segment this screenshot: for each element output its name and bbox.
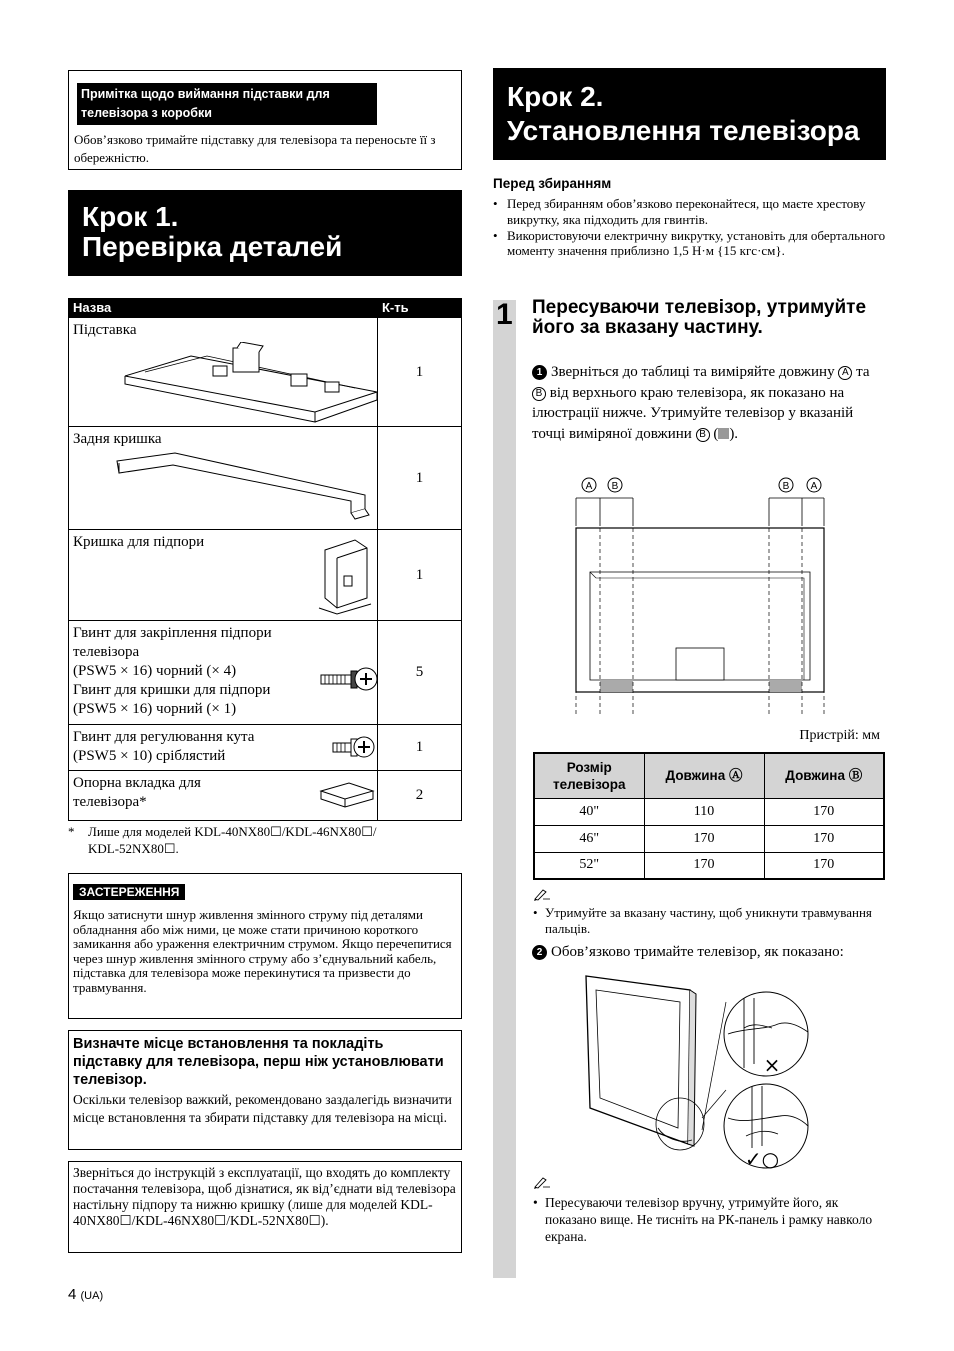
before-title: Перед збиранням [493, 176, 612, 191]
memo2-list [533, 1194, 885, 1245]
label-a: A [810, 481, 818, 492]
note-title: Примітка щодо виймання підставки для телевізора з коробки [77, 83, 377, 125]
step1-title-line2: Перевірка деталей [82, 231, 343, 262]
substep-number-icon: 1 [532, 365, 547, 380]
part-name: Задня кришка [73, 431, 162, 447]
substep-1-text-c: від верхнього краю телевізора, як показано на ілюстрації нижче. Утримуйте телевізор у вказаній точці виміряної довжини [532, 384, 854, 442]
part-qty: 1 [378, 427, 462, 530]
step1-banner [68, 190, 462, 276]
list-item: • Пересуваючи телевізор вручну, утримуйте його, як показано вище. Не тисніть на РК-панель і рамку навколо екрана. [533, 1194, 885, 1245]
table-row [69, 771, 462, 821]
part-name-cell [69, 621, 378, 725]
substep-1-text-b: та [856, 364, 870, 380]
caution-text: Якщо затиснути шнур живлення змінного струму під деталями обладнання або між ними, це може стати причиною короткого замикання або ураження електричним струмом. Якщо перечепитися через шнур живлення змінного струму або з’єднувальний кабель, підставка для телевізора може перекинутися та призвести до травмування. [73, 907, 452, 995]
part-name-line: (PSW5 × 16) чорний (× 4) [73, 663, 237, 679]
table-cell: 170 [764, 798, 884, 825]
table-row [69, 530, 462, 621]
parts-table [68, 298, 462, 821]
note-text: Обов’язково тримайте підставку для телевізора та переносьте її з обережністю. [74, 132, 436, 165]
step2-title-line1: Крок 2. [507, 81, 604, 112]
table-cell: 170 [764, 825, 884, 852]
gray-square-icon [718, 428, 729, 439]
part-name-cell [69, 725, 378, 771]
install-box [68, 1030, 462, 1150]
header-size: Розмір телевізора [534, 753, 644, 798]
substep-number-icon: 2 [532, 945, 547, 960]
part-name-line: Гвинт для регулювання кута [73, 729, 255, 745]
part-qty: 2 [378, 771, 462, 821]
part-name-line: Гвинт для закріплення підпори [73, 625, 272, 641]
table-row [69, 725, 462, 771]
unit-label: Пристрій: мм [799, 728, 880, 743]
size-table [533, 752, 885, 880]
substep-2 [532, 942, 884, 962]
footnote [68, 823, 462, 857]
page-number-value: 4 [68, 1286, 77, 1303]
wrong-mark-icon: × [763, 1053, 781, 1077]
footnote-line1: Лише для моделей KDL-40NX80☐/KDL-46NX80☐/ [88, 824, 377, 839]
letter-a-icon: A [838, 366, 852, 380]
header-qty: К-ть [378, 299, 462, 318]
substep-1-text-e: ). [729, 425, 739, 442]
pencil-memo-icon [533, 887, 551, 901]
label-a: A [585, 481, 593, 492]
table-row [534, 852, 884, 879]
header-length-a: Довжина Ⓐ [644, 753, 764, 798]
table-cell: 170 [764, 852, 884, 879]
part-name-cell [69, 318, 378, 427]
silver-screw-icon [331, 733, 375, 761]
header-name: Назва [69, 299, 378, 318]
step2-banner [493, 68, 886, 160]
part-name: Підставка [73, 322, 137, 338]
step-number: 1 [496, 298, 513, 331]
part-name-line: телевізора [73, 644, 140, 660]
stand-illustration [115, 342, 379, 424]
list-item: • Утримуйте за вказану частину, щоб уникнути травмування пальців. [533, 905, 885, 937]
part-name: Кришка для підпори [73, 534, 205, 550]
table-cell: 170 [644, 852, 764, 879]
footnote-line2: KDL-52NX80☐. [88, 841, 179, 856]
part-name-cell [69, 771, 378, 821]
page-lang: (UA) [80, 1290, 104, 1302]
part-qty: 5 [378, 621, 462, 725]
before-list [493, 196, 886, 259]
part-name-line: (PSW5 × 16) чорний (× 1) [73, 701, 237, 717]
footnote-marker: * [68, 824, 75, 839]
part-name-line: Опорна вкладка для [73, 775, 201, 791]
install-text: Оскільки телевізор важкий, рекомендовано заздалегідь визначити місце встановлення та збирати підставку для телевізора на місці. [73, 1092, 452, 1125]
step-heading: Пересуваючи телевізор, утримуйте його за вказану частину. [532, 297, 867, 338]
list-item: • Використовуючи електричну викрутку, установіть для обертального моменту значення приблизно 1,5 Н·м {15 кгс·см}. [493, 228, 886, 260]
letter-b-icon: B [532, 387, 546, 401]
part-name-line: телевізора* [73, 794, 147, 810]
footnote-body [68, 823, 462, 857]
pencil-memo-icon [533, 1175, 551, 1189]
page-number [68, 1286, 103, 1303]
table-cell: 46" [534, 825, 644, 852]
table-row [69, 621, 462, 725]
list-item: • Перед збиранням обов’язково переконайтеся, що маєте хрестову викрутку, яка підходить для гвинтів. [493, 196, 886, 228]
label-b: B [611, 481, 619, 492]
caution-title: ЗАСТЕРЕЖЕННЯ [73, 884, 185, 900]
substep-1 [532, 362, 882, 444]
table-cell: 110 [644, 798, 764, 825]
note-box [68, 70, 462, 170]
tv-measure-diagram [566, 474, 832, 714]
black-screw-icon [319, 665, 379, 693]
correct-mark-icon: ✓○ [744, 1147, 780, 1171]
substep-1-text-d: ( [713, 425, 719, 442]
rear-cover-illustration [115, 451, 379, 521]
table-cell: 52" [534, 852, 644, 879]
table-row [69, 318, 462, 427]
label-b: B [782, 481, 790, 492]
size-table-header [534, 753, 884, 798]
memo1-list [533, 905, 885, 937]
step1-title-line1: Крок 1. [82, 201, 179, 232]
step2-title-line2: Установлення телевізора [507, 115, 860, 146]
part-qty: 1 [378, 318, 462, 427]
tv-holding-diagram [568, 968, 884, 1172]
substep-2-text: Обов’язково тримайте телевізор, як показано: [551, 944, 844, 960]
letter-b-icon: B [696, 428, 710, 442]
substep-1-text-a: Зверніться до таблиці та виміряйте довжину [551, 364, 835, 380]
caution-box [68, 873, 462, 1019]
parts-table-header [69, 299, 462, 318]
reference-text: Зверніться до інструкцій з експлуатації, що входять до комплекту постачання телевізора, щоб дізнатися, як від’єднати від телевізора настільну підпору та нижню кришку (лише для моделей KDL-40NX80☐/KDL-46NX80☐/KDL-52NX80☐). [73, 1165, 456, 1228]
table-row [534, 825, 884, 852]
table-row [69, 427, 462, 530]
install-title: Визначте місце встановлення та покладіть підставку для телевізора, перш ніж установлювати телевізор. [73, 1036, 444, 1088]
part-qty: 1 [378, 530, 462, 621]
table-cell: 40" [534, 798, 644, 825]
table-cell: 170 [644, 825, 764, 852]
part-qty: 1 [378, 725, 462, 771]
part-name-cell [69, 530, 378, 621]
reference-box [68, 1161, 462, 1253]
part-name-cell [69, 427, 378, 530]
header-length-b: Довжина Ⓑ [764, 753, 884, 798]
part-name-line: Гвинт для кришки для підпори [73, 682, 271, 698]
part-name-line: (PSW5 × 10) сріблястий [73, 748, 226, 764]
support-cover-illustration [317, 536, 373, 616]
step-side-bar [493, 300, 516, 1278]
support-pad-illustration [319, 779, 375, 811]
table-row [534, 798, 884, 825]
